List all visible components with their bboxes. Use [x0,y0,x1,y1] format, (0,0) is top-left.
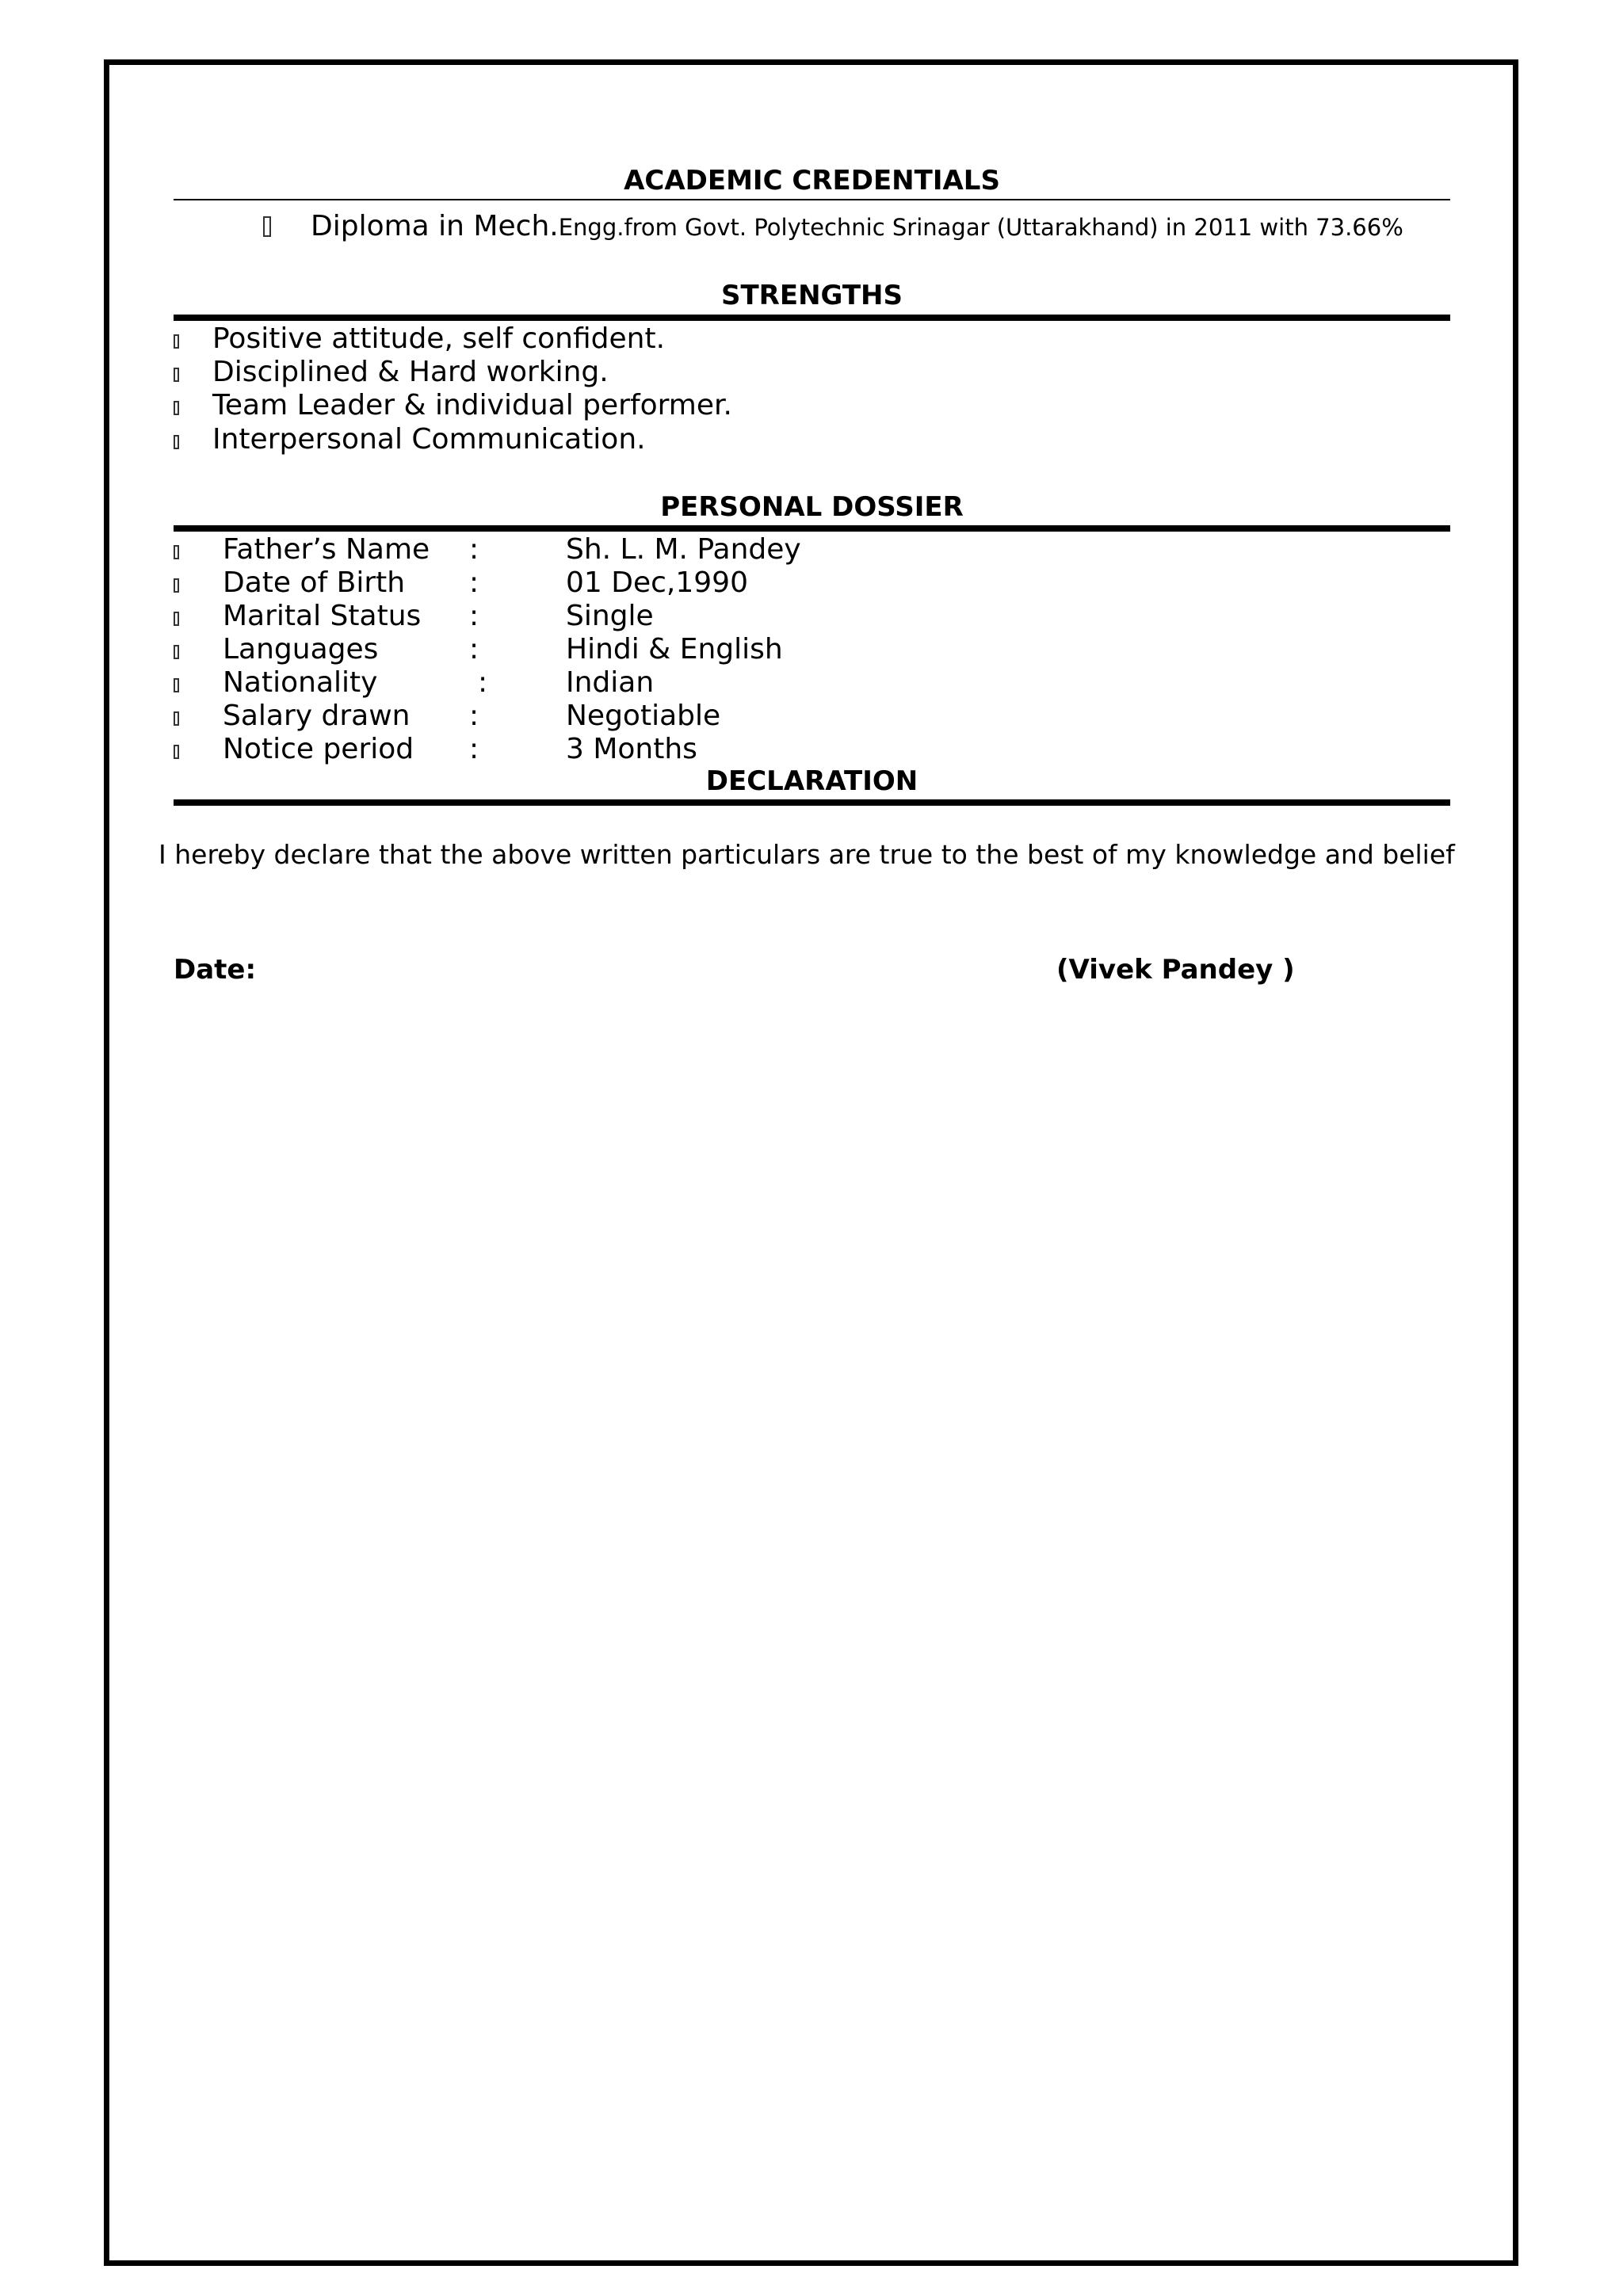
dossier-separator: : [469,733,479,765]
strength-item: Positive attitude, self confident. [212,322,666,355]
dossier-label: Marital Status [223,600,422,632]
strengths-heading: STRENGTHS [721,280,903,311]
academic-item-rest: Engg.from Govt. Polytechnic Srinagar (Uttarakhand) in 2011 with 73.66% [558,214,1403,241]
dossier-value: Hindi & English [566,633,783,666]
dossier-value: 3 Months [566,733,697,765]
bullet-icon [174,535,179,566]
personal-rule [174,525,1450,532]
declaration-heading: DECLARATION [705,765,918,797]
dossier-value: 01 Dec,1990 [566,566,748,599]
dossier-value: Indian [566,666,655,699]
strengths-rule [174,315,1450,321]
bullet-icon [174,601,179,633]
bullet-icon [174,734,179,766]
strength-item: Interpersonal Communication. [212,423,646,456]
declaration-rule [174,799,1450,806]
personal-dossier-heading: PERSONAL DOSSIER [660,491,964,523]
bullet-icon [174,701,179,733]
academic-item [311,210,1403,244]
dossier-separator: : [469,700,479,732]
date-label: Date: [174,954,257,986]
dossier-value: Single [566,600,654,632]
dossier-separator: : [469,600,479,632]
bullet-icon [174,324,179,356]
dossier-label: Nationality [223,666,378,699]
dossier-label: Father’s Name [223,533,430,566]
signature-name: (Vivek Pandey ) [1056,954,1295,986]
bullet-icon [174,568,179,600]
dossier-label: Salary drawn [223,700,411,732]
dossier-separator: : [478,666,488,699]
declaration-text: I hereby declare that the above written particulars are true to the best of my knowledge and belief [158,839,1455,870]
dossier-label: Date of Birth [223,566,406,599]
dossier-value: Negotiable [566,700,721,732]
strength-item: Team Leader & individual performer. [212,389,732,421]
dossier-label: Notice period [223,733,414,765]
dossier-label: Languages [223,633,379,666]
dossier-separator: : [469,566,479,599]
academic-item-main: Diploma in Mech. [311,210,559,242]
dossier-value: Sh. L. M. Pandey [566,533,801,566]
academic-credentials-heading: ACADEMIC CREDENTIALS [624,165,1000,196]
bullet-icon [174,391,179,422]
bullet-icon [174,425,179,456]
bullet-icon [174,668,179,700]
academic-rule [174,199,1450,200]
bullet-icon [174,357,179,389]
bullet-icon [174,635,179,666]
bullet-icon [263,211,271,242]
dossier-separator: : [469,633,479,666]
dossier-separator: : [469,533,479,566]
strength-item: Disciplined & Hard working. [212,356,609,388]
